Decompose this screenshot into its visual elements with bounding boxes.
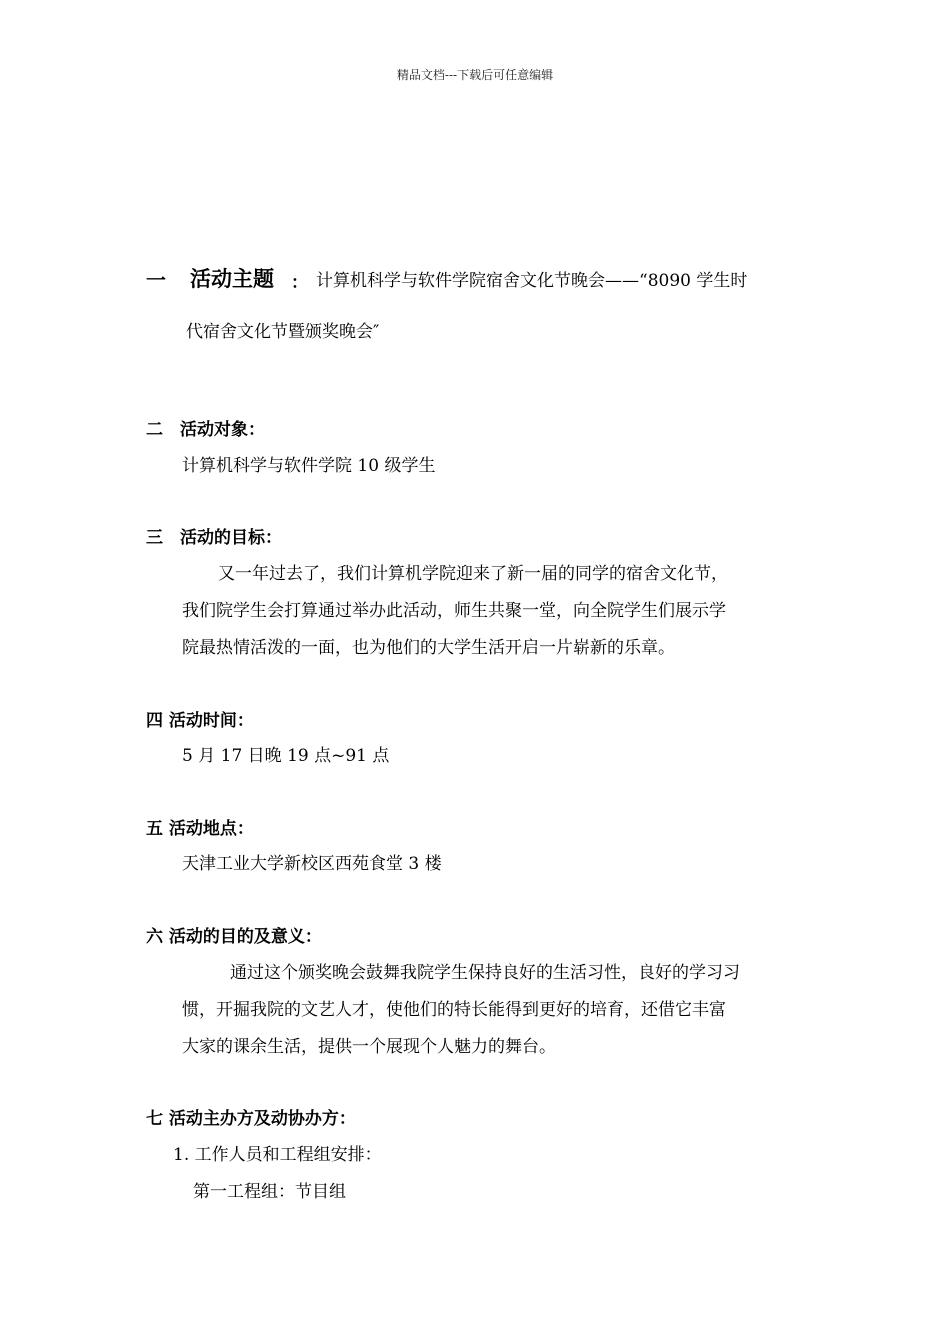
section-6-heading: 六 活动的目的及意义： [146, 927, 322, 947]
section-6-line-3: 大家的课余生活，提供一个展现个人魅力的舞台。 [182, 1037, 556, 1057]
section-1-label: 活动主题 [190, 267, 274, 291]
section-2-heading: 二 活动对象： [146, 420, 265, 440]
section-7-item-1-sub: 第一工程组：节目组 [193, 1182, 346, 1202]
section-4-heading: 四 活动时间： [146, 711, 254, 731]
section-3-line-3: 院最热情活泼的一面，也为他们的大学生活开启一片崭新的乐章。 [182, 638, 675, 658]
section-6-line-1: 通过这个颁奖晚会鼓舞我院学生保持良好的生活习性，良好的学习习 [230, 963, 740, 983]
section-2-body: 计算机科学与软件学院 10 级学生 [182, 456, 436, 476]
section-5-body: 天津工业大学新校区西苑食堂 3 楼 [182, 854, 442, 874]
page-header: 精品文档---下载后可任意编辑 [396, 68, 554, 82]
section-1-line-2: 代宿舍文化节暨颁奖晚会″ [186, 322, 380, 342]
section-3-line-1: 又一年过去了，我们计算机学院迎来了新一届的同学的宿舍文化节， [218, 564, 728, 584]
section-3-heading: 三 活动的目标： [146, 528, 282, 548]
section-5-heading: 五 活动地点： [146, 819, 254, 839]
section-1-line-1: 计算机科学与软件学院宿舍文化节晚会——“8090 学生时 [316, 271, 748, 291]
section-7-item-1: 1. 工作人员和工程组安排： [173, 1145, 382, 1165]
section-6-line-2: 惯，开掘我院的文艺人才，使他们的特长能得到更好的培育，还借它丰富 [182, 1000, 726, 1020]
section-4-body: 5 月 17 日晚 19 点~91 点 [182, 746, 390, 766]
section-1-number: 一 [146, 268, 166, 292]
section-3-line-2: 我们院学生会打算通过举办此活动，师生共聚一堂，向全院学生们展示学 [182, 601, 726, 621]
section-7-heading: 七 活动主办方及动协办方： [146, 1109, 356, 1129]
section-1-colon: ： [291, 273, 308, 293]
